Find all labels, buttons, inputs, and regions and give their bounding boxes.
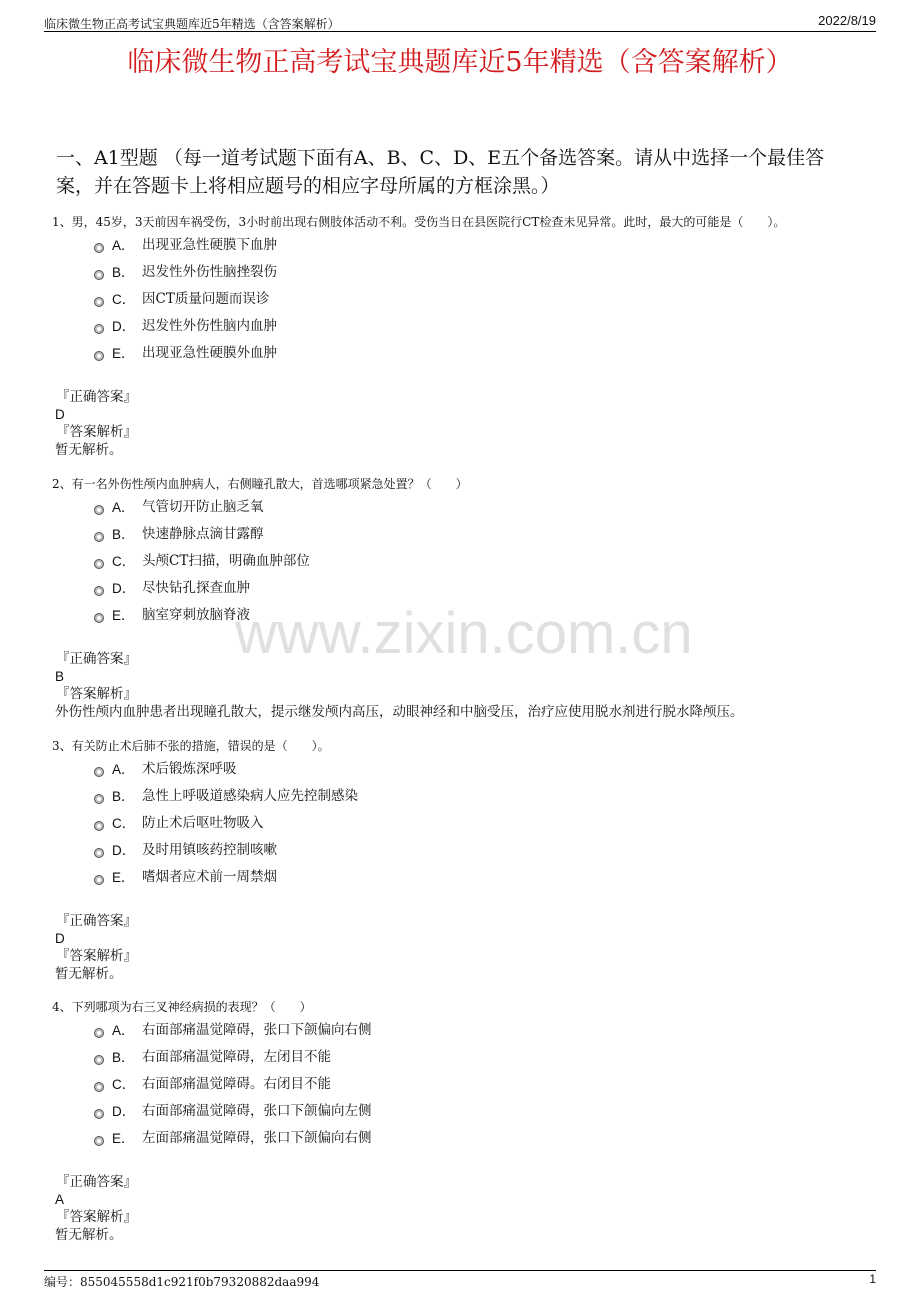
explanation-label: 『答案解析』 — [56, 1209, 137, 1225]
question-stem: 2、有一名外伤性颅内血肿病人，右侧瞳孔散大，首选哪项紧急处置？（ ） — [52, 477, 468, 491]
answer-value: D — [55, 931, 65, 946]
option-letter: A． — [112, 762, 135, 777]
option-text: 右面部痛温觉障碍，左闭目不能 — [142, 1049, 331, 1065]
radio-icon[interactable] — [94, 1109, 104, 1119]
page-header — [44, 13, 876, 32]
radio-icon[interactable] — [94, 559, 104, 569]
radio-icon[interactable] — [94, 297, 104, 307]
option-letter: D． — [112, 581, 136, 596]
option-text: 迟发性外伤性脑内血肿 — [142, 318, 277, 334]
option-text: 嗜烟者应术前一周禁烟 — [142, 869, 277, 885]
explanation-text: 外伤性颅内血肿患者出现瞳孔散大，提示继发颅内高压，动眼神经和中脑受压，治疗应使用脱水剂进行脱水降颅压。 — [55, 704, 744, 720]
option-text: 及时用镇咳药控制咳嗽 — [142, 842, 277, 858]
option-text: 出现亚急性硬膜外血肿 — [142, 345, 277, 361]
document-title: 临床微生物正高考试宝典题库近5年精选（含答案解析） — [127, 47, 793, 78]
option-a[interactable] — [52, 494, 872, 521]
radio-icon[interactable] — [94, 351, 104, 361]
header-doc-title: 临床微生物正高考试宝典题库近5年精选（含答案解析） — [44, 17, 340, 31]
explanation-label: 『答案解析』 — [56, 686, 137, 702]
radio-icon[interactable] — [94, 875, 104, 885]
question-stem: 4、下列哪项为右三叉神经病损的表现？（ ） — [52, 1000, 312, 1014]
answer-block — [52, 912, 872, 983]
radio-icon[interactable] — [94, 794, 104, 804]
option-d[interactable] — [52, 313, 872, 340]
radio-icon[interactable] — [94, 532, 104, 542]
option-letter: B． — [112, 265, 135, 280]
option-d[interactable] — [52, 837, 872, 864]
option-letter: C． — [112, 554, 136, 569]
option-c[interactable] — [52, 810, 872, 837]
option-letter: B． — [112, 1050, 135, 1065]
radio-icon[interactable] — [94, 1055, 104, 1065]
radio-icon[interactable] — [94, 767, 104, 777]
option-e[interactable] — [52, 602, 872, 629]
option-text: 术后锻炼深呼吸 — [142, 761, 237, 777]
option-d[interactable] — [52, 575, 872, 602]
radio-icon[interactable] — [94, 613, 104, 623]
option-letter: B． — [112, 789, 135, 804]
option-text: 左面部痛温觉障碍，张口下颌偏向右侧 — [142, 1130, 372, 1146]
option-e[interactable] — [52, 340, 872, 367]
option-text: 脑室穿刺放脑脊液 — [142, 607, 250, 623]
watermark: www.zixin.com.cn — [235, 601, 693, 666]
radio-icon[interactable] — [94, 505, 104, 515]
explanation-label: 『答案解析』 — [56, 948, 137, 964]
answer-value: B — [55, 669, 65, 684]
option-letter: C． — [112, 1077, 136, 1092]
option-letter: E． — [112, 870, 135, 885]
option-letter: B． — [112, 527, 135, 542]
option-c[interactable] — [52, 1071, 872, 1098]
radio-icon[interactable] — [94, 1028, 104, 1038]
option-letter: D． — [112, 1104, 136, 1119]
answer-block — [52, 388, 872, 459]
question-4 — [52, 997, 872, 1244]
option-a[interactable] — [52, 756, 872, 783]
explanation-text: 暂无解析。 — [55, 966, 123, 982]
option-b[interactable] — [52, 521, 872, 548]
page-number: 1 — [869, 1272, 876, 1286]
option-letter: E． — [112, 1131, 135, 1146]
option-letter: C． — [112, 292, 136, 307]
section-heading: 一、A1型题 （每一道考试题下面有A、B、C、D、E五个备选答案。请从中选择一个最佳答案，并在答题卡上将相应题号的相应字母所属的方框涂黑。） — [56, 147, 825, 197]
radio-icon[interactable] — [94, 821, 104, 831]
option-d[interactable] — [52, 1098, 872, 1125]
answer-block — [52, 1173, 872, 1244]
question-stem: 3、有关防止术后肺不张的措施，错误的是（ ）。 — [52, 739, 330, 753]
option-letter: E． — [112, 346, 135, 361]
footer-doc-id: 编号：855045558d1c921f0b79320882daa994 — [44, 1275, 320, 1289]
option-text: 防止术后呕吐物吸入 — [142, 815, 264, 831]
option-letter: A． — [112, 1023, 135, 1038]
question-3 — [52, 736, 872, 983]
option-text: 出现亚急性硬膜下血肿 — [142, 237, 277, 253]
answer-block — [52, 650, 872, 721]
option-text: 迟发性外伤性脑挫裂伤 — [142, 264, 277, 280]
option-text: 气管切开防止脑乏氧 — [142, 499, 264, 515]
answer-label: 『正确答案』 — [56, 1174, 137, 1190]
option-text: 快速静脉点滴甘露醇 — [142, 526, 264, 542]
option-a[interactable] — [52, 232, 872, 259]
radio-icon[interactable] — [94, 243, 104, 253]
page-footer — [44, 1270, 876, 1289]
question-2 — [52, 474, 872, 721]
radio-icon[interactable] — [94, 270, 104, 280]
answer-label: 『正确答案』 — [56, 651, 137, 667]
option-text: 右面部痛温觉障碍，张口下颌偏向左侧 — [142, 1103, 372, 1119]
answer-value: D — [55, 407, 65, 422]
option-text: 右面部痛温觉障碍，张口下颌偏向右侧 — [142, 1022, 372, 1038]
option-letter: A． — [112, 500, 135, 515]
radio-icon[interactable] — [94, 848, 104, 858]
explanation-text: 暂无解析。 — [55, 442, 123, 458]
option-b[interactable] — [52, 259, 872, 286]
option-b[interactable] — [52, 1044, 872, 1071]
option-a[interactable] — [52, 1017, 872, 1044]
explanation-text: 暂无解析。 — [55, 1227, 123, 1243]
option-letter: D． — [112, 319, 136, 334]
option-text: 因CT质量问题而误诊 — [142, 291, 270, 307]
answer-label: 『正确答案』 — [56, 913, 137, 929]
option-letter: D． — [112, 843, 136, 858]
explanation-label: 『答案解析』 — [56, 424, 137, 440]
radio-icon[interactable] — [94, 324, 104, 334]
question-1 — [52, 212, 872, 459]
question-stem: 1、男，45岁，3天前因车祸受伤，3小时前出现右侧肢体活动不利。受伤当日在县医院行CT检查未见异常。此时，最大的可能是（ ）。 — [52, 215, 786, 229]
option-text: 头颅CT扫描，明确血肿部位 — [142, 553, 310, 569]
radio-icon[interactable] — [94, 1136, 104, 1146]
option-letter: C． — [112, 816, 136, 831]
answer-label: 『正确答案』 — [56, 389, 137, 405]
radio-icon[interactable] — [94, 1082, 104, 1092]
option-text: 右面部痛温觉障碍。右闭目不能 — [142, 1076, 331, 1092]
option-e[interactable] — [52, 1125, 872, 1152]
option-c[interactable] — [52, 286, 872, 313]
header-date: 2022/8/19 — [818, 13, 876, 28]
radio-icon[interactable] — [94, 586, 104, 596]
option-text: 尽快钻孔探查血肿 — [142, 580, 250, 596]
option-b[interactable] — [52, 783, 872, 810]
option-letter: A． — [112, 238, 135, 253]
answer-value: A — [55, 1192, 65, 1207]
option-e[interactable] — [52, 864, 872, 891]
option-text: 急性上呼吸道感染病人应先控制感染 — [142, 788, 358, 804]
option-c[interactable] — [52, 548, 872, 575]
option-letter: E． — [112, 608, 135, 623]
